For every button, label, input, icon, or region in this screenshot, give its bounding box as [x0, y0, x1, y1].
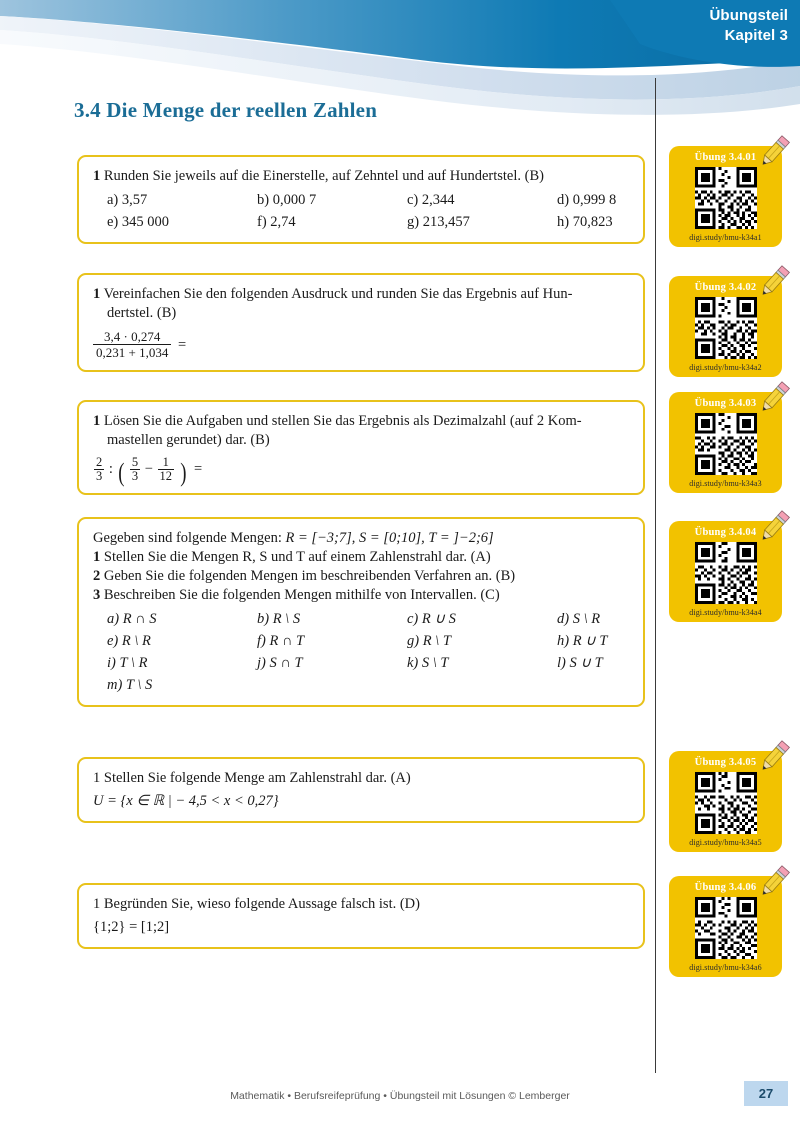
formula-operator-divide: : — [108, 461, 113, 478]
exercise-1-prompt: Runden Sie jeweils auf die Einerstelle, auf Zehntel und auf Hundertstel. (B) — [103, 168, 544, 184]
option-g: g) 213,457 — [407, 214, 470, 230]
given-sets: R = [−3;7], S = [0;10], T = ]−2;6] — [285, 530, 494, 546]
exercise-5-prompt: Stellen Sie folgende Menge am Zahlenstrahl dar. (A) — [103, 770, 411, 786]
option-f: f) R ∩ T — [257, 633, 305, 649]
qr-card-1[interactable] — [669, 146, 782, 247]
qr-code-image — [695, 542, 757, 604]
qr-card-url: digi.study/bmu-k34a5 — [689, 838, 762, 847]
header-line-uebungsteil: Übungsteil — [709, 7, 788, 24]
option-b: b) 0,000 7 — [257, 192, 317, 208]
exercise-4-task-2 — [93, 567, 629, 586]
qr-code-image — [695, 413, 757, 475]
option-i: i) T \ R — [107, 655, 148, 671]
exercise-5-formula: U = {x ∈ ℝ | − 4,5 < x < 0,27} — [93, 793, 279, 809]
pencil-icon — [754, 505, 796, 547]
exercise-6-prompt: Begründen Sie, wieso folgende Aussage falsch ist. (D) — [103, 896, 420, 912]
exercise-2-formula — [93, 329, 629, 360]
frac3-numerator: 1 — [162, 455, 169, 469]
exercise-2-prompt-line2: dertstel. (B) — [107, 305, 177, 321]
option-a: a) R ∩ S — [107, 611, 157, 627]
option-d: d) 0,999 8 — [557, 192, 617, 208]
qr-card-url: digi.study/bmu-k34a6 — [689, 963, 762, 972]
exercise-6-number: 1 — [93, 896, 101, 912]
given-prefix: Gegeben sind folgende Mengen: — [93, 530, 282, 546]
option-e: e) 345 000 — [107, 214, 170, 230]
qr-card-3[interactable] — [669, 392, 782, 493]
pencil-icon — [754, 260, 796, 302]
qr-card-6[interactable] — [669, 876, 782, 977]
qr-card-url: digi.study/bmu-k34a1 — [689, 233, 762, 242]
option-b: b) R \ S — [257, 611, 301, 627]
option-l: l) S ∪ T — [557, 655, 603, 671]
option-c: c) 2,344 — [407, 192, 455, 208]
task-2-number: 2 — [93, 568, 101, 584]
qr-card-url: digi.study/bmu-k34a3 — [689, 479, 762, 488]
exercise-1-options — [93, 191, 629, 232]
pencil-icon — [754, 860, 796, 902]
qr-code-image — [695, 167, 757, 229]
exercise-4-options — [93, 610, 629, 695]
task-1-number: 1 — [93, 549, 101, 565]
qr-card-url: digi.study/bmu-k34a4 — [689, 608, 762, 617]
exercise-4-task-3 — [93, 586, 629, 605]
frac1-denominator: 3 — [96, 469, 103, 483]
formula-denominator: 0,231 + 1,034 — [93, 344, 171, 360]
page-number: 27 — [744, 1081, 788, 1106]
qr-code-image — [695, 897, 757, 959]
exercise-1-number: 1 — [93, 168, 101, 184]
pencil-icon — [754, 376, 796, 418]
frac2-denominator: 3 — [131, 469, 139, 483]
qr-code-image — [695, 297, 757, 359]
qr-card-title: Übung 3.4.05 — [694, 757, 757, 768]
exercise-3-number: 1 — [93, 413, 101, 429]
option-c: c) R ∪ S — [407, 611, 456, 627]
option-g: g) R \ T — [407, 633, 451, 649]
task-3-number: 3 — [93, 587, 101, 603]
exercise-3-formula — [93, 455, 629, 487]
exercise-box-6 — [77, 883, 645, 949]
header-title — [710, 6, 789, 46]
option-h: h) 70,823 — [557, 214, 613, 230]
option-h: h) R ∪ T — [557, 633, 608, 649]
option-e: e) R \ R — [107, 633, 151, 649]
paren-close: ) — [179, 457, 187, 487]
formula-numerator: 3,4 · 0,274 — [104, 329, 161, 344]
frac2-numerator: 5 — [131, 455, 139, 469]
exercise-3-prompt-line1: Lösen Sie die Aufgaben und stellen Sie das Ergebnis als Dezimalzahl (auf 2 Kom- — [103, 413, 582, 429]
exercise-box-3 — [77, 400, 645, 495]
qr-code-image — [695, 772, 757, 834]
page-title: 3.4 Die Menge der reellen Zahlen — [74, 98, 378, 122]
exercise-box-1 — [77, 155, 645, 244]
exercise-4-given — [93, 529, 629, 548]
footer-text: Mathematik • Berufsreifeprüfung • Übungsteil mit Lösungen © Lemberger — [230, 1090, 570, 1102]
option-k: k) S \ T — [407, 655, 449, 671]
formula-equals: = — [177, 337, 187, 354]
task-1-text: Stellen Sie die Mengen R, S und T auf einem Zahlenstrahl dar. (A) — [103, 549, 491, 565]
exercise-2-prompt-line1: Vereinfachen Sie den folgenden Ausdruck und runden Sie das Ergebnis auf Hun- — [103, 286, 573, 302]
pencil-icon — [754, 735, 796, 777]
qr-card-title: Übung 3.4.03 — [694, 398, 757, 409]
qr-card-title: Übung 3.4.06 — [694, 882, 757, 893]
qr-card-title: Übung 3.4.02 — [694, 282, 757, 293]
frac1-numerator: 2 — [96, 455, 103, 469]
exercise-box-5 — [77, 757, 645, 823]
qr-card-5[interactable] — [669, 751, 782, 852]
exercise-3-prompt-line2: mastellen gerundet) dar. (B) — [107, 432, 270, 448]
task-2-text: Geben Sie die folgenden Mengen im beschreibenden Verfahren an. (B) — [103, 568, 516, 584]
option-f: f) 2,74 — [257, 214, 296, 230]
option-a: a) 3,57 — [107, 192, 148, 208]
exercise-4-task-1 — [93, 548, 629, 567]
frac3-denominator: 12 — [159, 469, 173, 483]
pencil-icon — [754, 130, 796, 172]
exercise-box-4 — [77, 517, 645, 707]
exercise-6-formula: {1;2} = [1;2] — [93, 919, 170, 935]
option-j: j) S ∩ T — [257, 655, 303, 671]
formula-operator-minus: − — [144, 461, 153, 478]
option-d: d) S \ R — [557, 611, 601, 627]
qr-card-2[interactable] — [669, 276, 782, 377]
exercise-2-number: 1 — [93, 286, 101, 302]
qr-card-title: Übung 3.4.04 — [694, 527, 757, 538]
qr-card-url: digi.study/bmu-k34a2 — [689, 363, 762, 372]
paren-open: ( — [117, 457, 124, 487]
formula-equals: = — [193, 461, 203, 478]
task-3-text: Beschreiben Sie die folgenden Mengen mithilfe von Intervallen. (C) — [103, 587, 500, 603]
qr-card-title: Übung 3.4.01 — [694, 152, 757, 163]
qr-card-4[interactable] — [669, 521, 782, 622]
exercise-box-2 — [77, 273, 645, 372]
header-line-kapitel: Kapitel 3 — [724, 27, 788, 44]
option-m: m) T \ S — [107, 677, 153, 693]
exercise-5-number: 1 — [93, 770, 101, 786]
